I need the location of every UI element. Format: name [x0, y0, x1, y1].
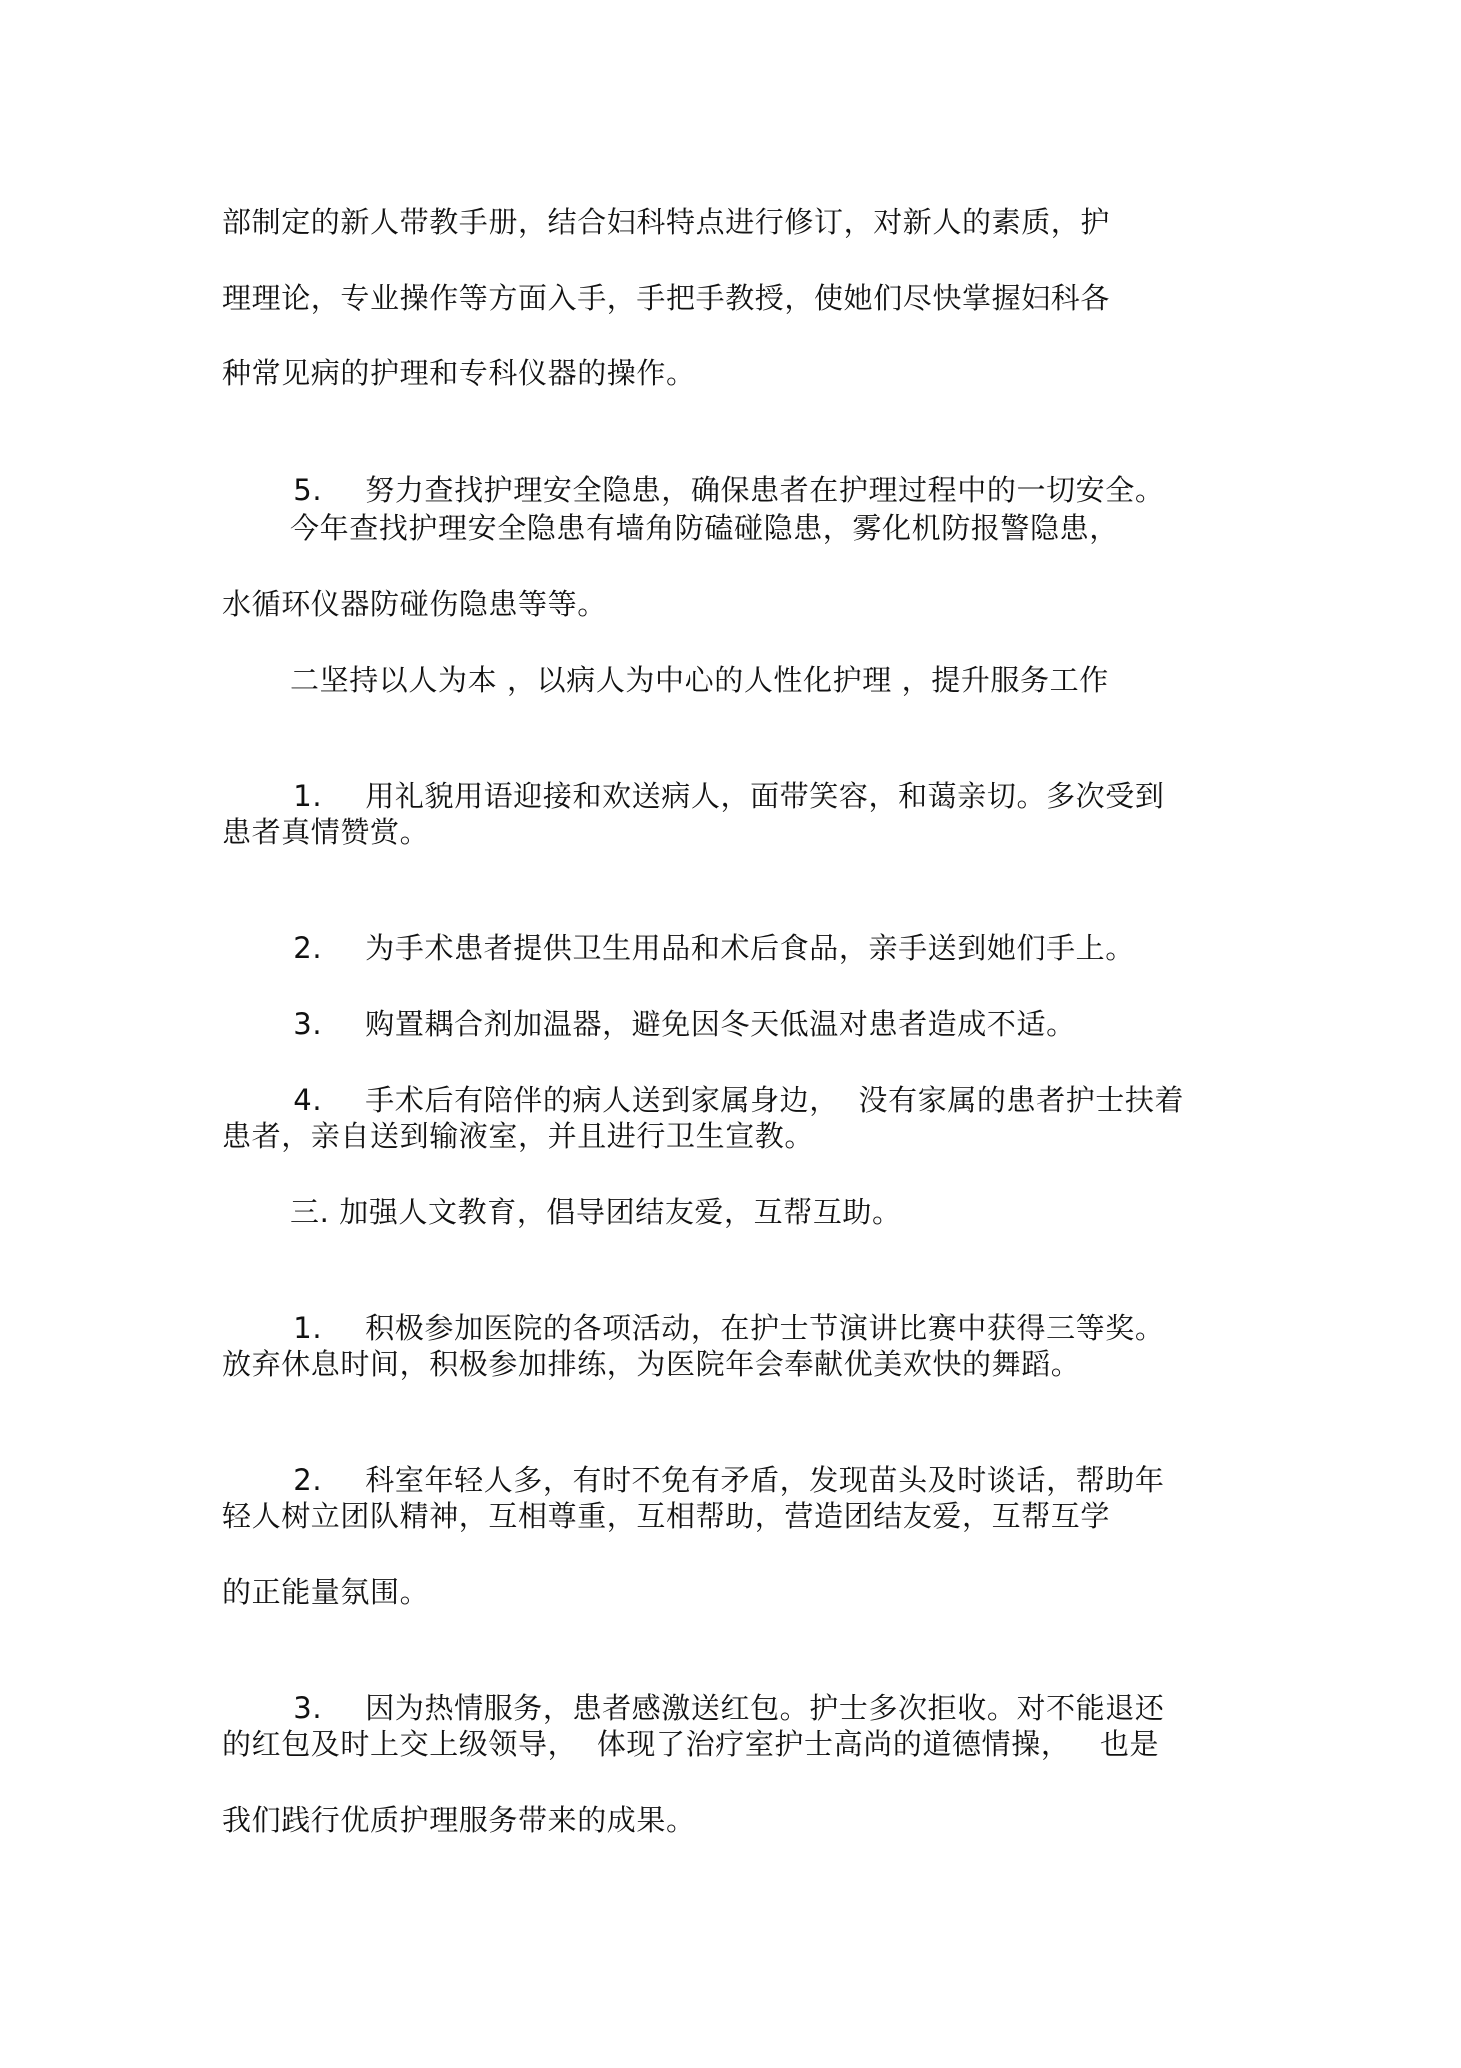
item-number: 3. [293, 1691, 323, 1725]
section-heading-2: 二坚持以人为本 ，以病人为中心的人性化护理 ，提升服务工作 [290, 663, 1109, 697]
text-line-18: 轻人树立团队精神，互相尊重，互相帮助，营造团结友爱，互帮互学 [222, 1499, 1111, 1533]
paragraph-safety: 今年查找护理安全隐患有墙角防磕碰隐患，雾化机防报警隐患， [290, 511, 1119, 545]
item-text: 为手术患者提供卫生用品和术后食品，亲手送到她们手上。 [365, 931, 1135, 965]
item-number: 2. [293, 1463, 323, 1497]
item-text: 积极参加医院的各项活动，在护士节演讲比赛中获得三等奖。 [365, 1311, 1165, 1345]
section-heading-3: 三. 加强人文教育，倡导团结友爱，互帮互助。 [290, 1195, 902, 1229]
text-line-1: 部制定的新人带教手册，结合妇科特点进行修订，对新人的素质，护 [222, 205, 1111, 239]
text-line-3: 种常见病的护理和专科仪器的操作。 [222, 356, 696, 390]
item-number: 1. [293, 1311, 323, 1345]
item-text: 购置耦合剂加温器，避免因冬天低温对患者造成不适。 [365, 1007, 1076, 1041]
text-line-6: 水循环仪器防碰伤隐患等等。 [222, 587, 607, 621]
item-text: 手术后有陪伴的病人送到家属身边， 没有家属的患者护士扶着 [365, 1083, 1185, 1117]
item-text: 用礼貌用语迎接和欢送病人，面带笑容，和蔼亲切。多次受到 [365, 779, 1165, 813]
item-number: 4. [293, 1083, 323, 1117]
text-line-16: 放弃休息时间，积极参加排练，为医院年会奉献优美欢快的舞蹈。 [222, 1347, 1081, 1381]
text-line-19: 的正能量氛围。 [222, 1575, 430, 1609]
text-line-2: 理理论，专业操作等方面入手，手把手教授，使她们尽快掌握妇科各 [222, 281, 1111, 315]
item-number: 1. [293, 779, 323, 813]
text-line-9: 患者真情赞赏。 [222, 815, 430, 849]
text-line-22: 我们践行优质护理服务带来的成果。 [222, 1803, 696, 1837]
item-text: 努力查找护理安全隐患，确保患者在护理过程中的一切安全。 [365, 473, 1165, 507]
item-text: 科室年轻人多，有时不免有矛盾，发现苗头及时谈话，帮助年 [365, 1463, 1165, 1497]
item-number: 3. [293, 1007, 323, 1041]
item-number: 5. [293, 473, 323, 507]
item-number: 2. [293, 931, 323, 965]
text-line-21: 的红包及时上交上级领导， 体现了治疗室护士高尚的道德情操， 也是 [222, 1727, 1160, 1761]
text-line-13: 患者，亲自送到输液室，并且进行卫生宣教。 [222, 1119, 815, 1153]
item-text: 因为热情服务，患者感激送红包。护士多次拒收。对不能退还 [365, 1691, 1165, 1725]
